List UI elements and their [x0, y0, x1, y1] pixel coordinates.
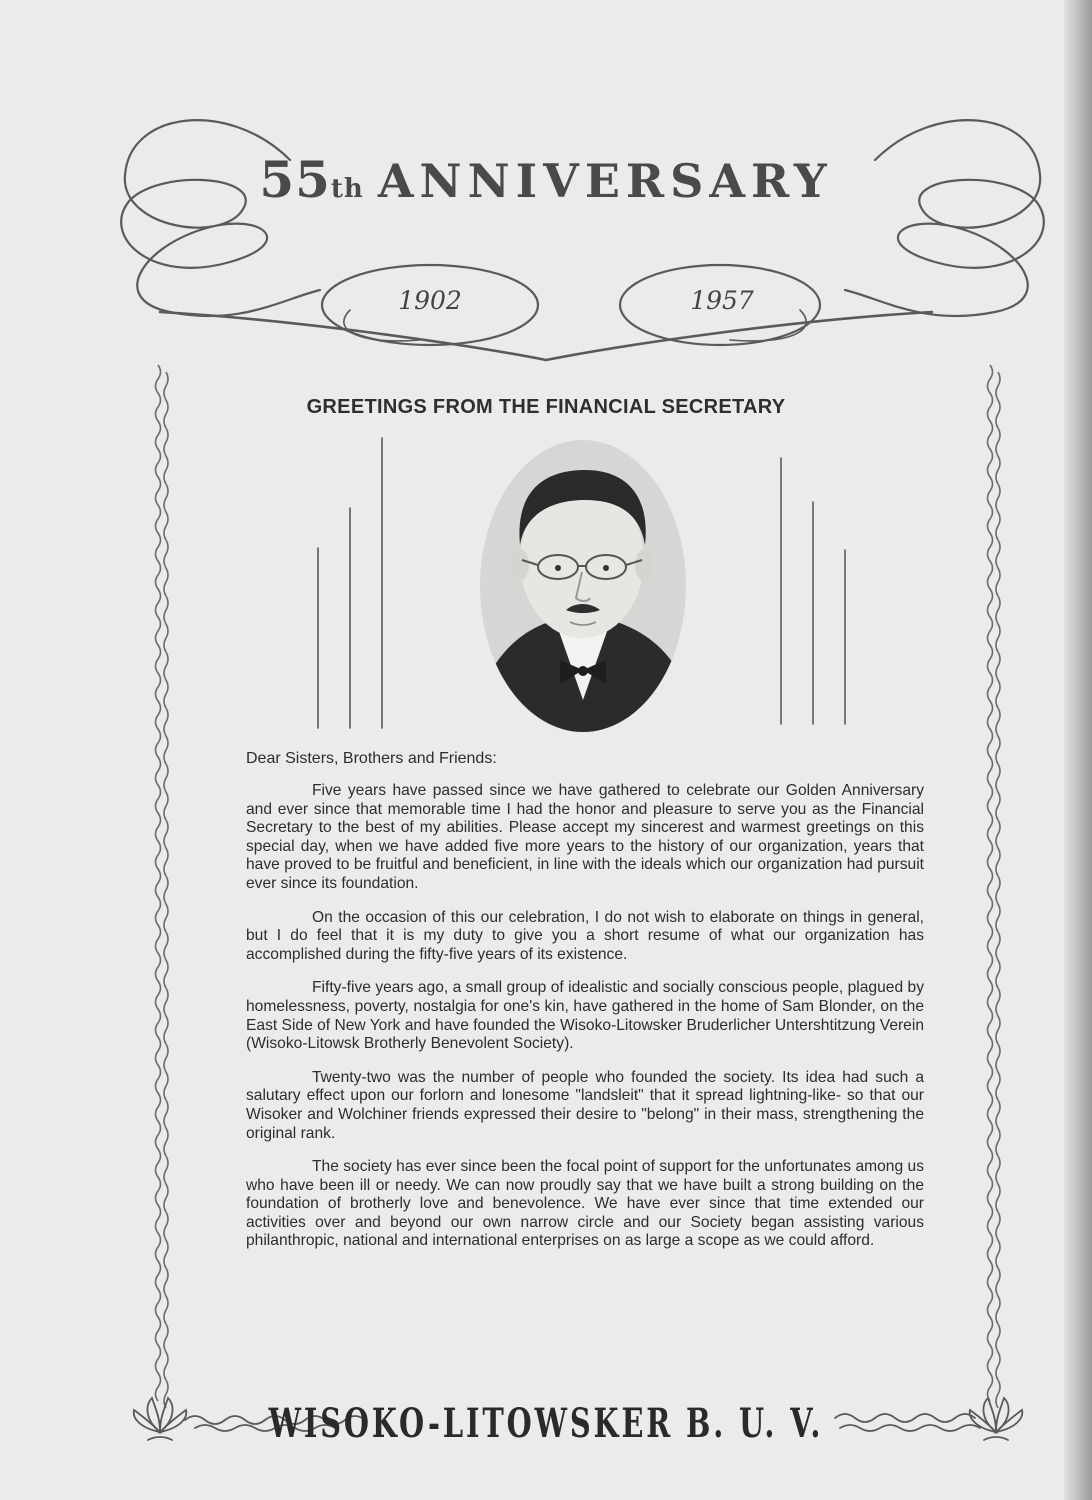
letter-paragraph: The society has ever since been the focal point of support for the unfortunates among us who have been ill or needy. We can now proudly say that we have built a strong building on the foundation of brotherly love and benevolence. We have ever since that time extended our activities over and beyond our own narrow circle and our Society began assisting various philanthropic, national and international enterprises on as large a scope as we could afford. — [246, 1158, 924, 1250]
center-swoosh — [160, 312, 932, 360]
year-end: 1957 — [690, 286, 754, 315]
right-wavy-border-2 — [996, 372, 1000, 1408]
left-wavy-border — [156, 365, 161, 1401]
left-wavy-border-2 — [164, 372, 168, 1408]
salutation: Dear Sisters, Brothers and Friends: — [246, 750, 497, 767]
anniversary-number: 55 — [259, 150, 331, 209]
organization-name: WISOKO-LITOWSKER B. U. V. — [268, 1400, 824, 1447]
letter-paragraph: On the occasion of this our celebration, I do not wish to elaborate on things in general, but I do feel that it is my duty to give you a short resume of what our organization has accomplished during the fifty-five years of its existence. — [246, 908, 924, 963]
right-wavy-border — [988, 365, 993, 1401]
year-start: 1902 — [398, 286, 462, 315]
anniversary-word: ANNIVERSARY — [377, 154, 833, 208]
page-heading: GREETINGS FROM THE FINANCIAL SECRETARY — [306, 396, 786, 418]
anniversary-title — [0, 150, 1092, 209]
letter-paragraph: Twenty-two was the number of people who founded the society. Its idea had such a salutary effect upon our forlorn and lonesome "landsleit" that it spread lightning-like- so that our Wisoker and Wolchiner friends expressed their desire to "belong" in their mass, strengthening the original rank. — [246, 1068, 924, 1142]
letter-paragraph: Five years have passed since we have gathered to celebrate our Golden Anniversary and ever since that memorable time I had the honor and pleasure to serve you as the Financial Secretary to the best of my abilities. Please accept my sincerest and warmest greetings on this special day, when we have added five more years to the history of our organization, years that have proved to be fruitful and beneficient, in line with the ideals which our organization had pursuit ever since its foundation. — [246, 782, 924, 892]
letter-paragraph: Fifty-five years ago, a small group of idealistic and socially conscious people, plagued by homelessness, poverty, nostalgia for one's kin, have gathered in the home of Sam Blonder, on the East Side of New York and have founded the Wisoko-Litowsker Bruderlicher Untershtitzung Verein (Wisoko-Litowsk Brotherly Benevolent Society). — [246, 979, 924, 1053]
letter-body — [246, 782, 924, 1266]
anniversary-suffix: th — [330, 174, 364, 204]
portrait-figure — [470, 440, 700, 740]
